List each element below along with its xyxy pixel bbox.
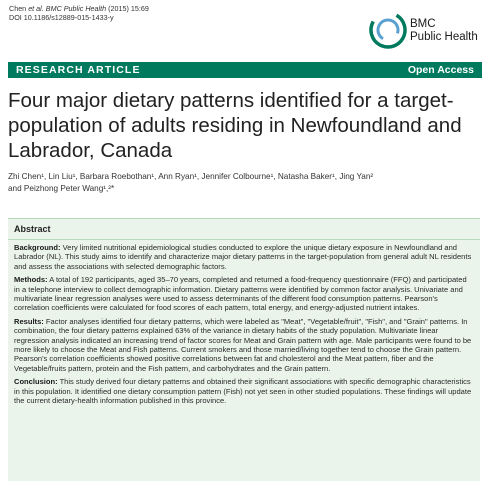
- author-line-2: and Peizhong Peter Wang¹,²*: [8, 183, 115, 193]
- section-text: This study derived four dietary patterns and obtained their significant associations with specific demographic characteristics in this population. It identified one dietary consumption pattern (Fish) not yet seen in other studied populations. These findings will update the current dietary-health information published in this province.: [14, 377, 472, 406]
- article-title: Four major dietary patterns identified for a target-population of adults residing in Newfoundland and Labrador, Canada: [8, 89, 462, 162]
- section-label: Conclusion:: [14, 377, 58, 387]
- research-article-label: RESEARCH ARTICLE: [16, 64, 141, 76]
- abstract-results: [14, 317, 474, 373]
- abstract-divider: [8, 239, 480, 240]
- abstract-heading: Abstract: [14, 224, 51, 234]
- citation-doi: DOI 10.1186/s12889-015-1433-y: [9, 13, 114, 22]
- section-label: Background:: [14, 243, 61, 252]
- section-text: Very limited nutritional epidemiological studies conducted to explore the unique dietary exposure in Newfoundland and Labrador (NL). This study aims to identify and characterize major dietary patterns in the target-population from general adult NL residents and assess the associations with selected demographic factors.: [14, 243, 472, 271]
- section-label: Methods:: [14, 275, 48, 285]
- article-type-banner: [8, 62, 482, 78]
- citation-etal: et al.: [28, 4, 44, 13]
- section-text: Factor analyses identified four dietary patterns, which were labeled as "Meat", "Vegetable/fruit", "Fish", and "Grain" patterns. In combination, the four dietary patterns explained 63% of the variance in dietary habits of the study population. Multivariate linear regression analysis indicated an increasing trend of factor scores for Meat and Grain pattern with age. Male participants were found to be more likely to choose the Meat and Fish patterns. Current smokers and those married/living together tend to choose the Grain pattern. Pearson's correlation coefficients showed positive correlations between fat and cholesterol and the Meat pattern, fiber and the Vegetable/fruits pattern, protein and the Fish pattern, and carbohydrates and the Grain pattern.: [14, 316, 472, 373]
- abstract-conclusion: [14, 377, 474, 405]
- journal-logo: [368, 10, 480, 54]
- author-list: [8, 171, 478, 194]
- section-label: Results:: [14, 316, 44, 326]
- logo-text-public-health: Public Health: [410, 31, 478, 43]
- open-access-label: Open Access: [407, 64, 474, 76]
- citation-volume: (2015) 15:69: [106, 4, 149, 13]
- citation-journal: BMC Public Health: [45, 4, 107, 13]
- bmc-logo-icon: [368, 10, 408, 50]
- abstract-box: [8, 218, 480, 481]
- citation-header: [9, 4, 149, 22]
- citation-authors: Chen: [9, 4, 29, 13]
- abstract-background: [14, 243, 474, 271]
- citation-line-1: [9, 4, 149, 13]
- logo-text-bmc: BMC: [410, 18, 436, 30]
- section-text: A total of 192 participants, aged 35–70 years, completed and returned a food-frequency questionnaire (FFQ) and participated in a telephone interview to collect demographic information. Dietary patterns were identified by common factor analysis. Univariate and multivariate linear regression analyses were used to assess determinants of the different food consumption patterns. Pearson's correlation coefficients were calculated for food scores of each pattern, total energy, and energy-adjusted nutrient intakes.: [14, 275, 467, 313]
- abstract-methods: [14, 275, 474, 313]
- author-line-1: Zhi Chen¹, Lin Liu¹, Barbara Roebothan¹, Ann Ryan¹, Jennifer Colbourne¹, Natasha Baker¹, Jing Yan²: [8, 172, 374, 181]
